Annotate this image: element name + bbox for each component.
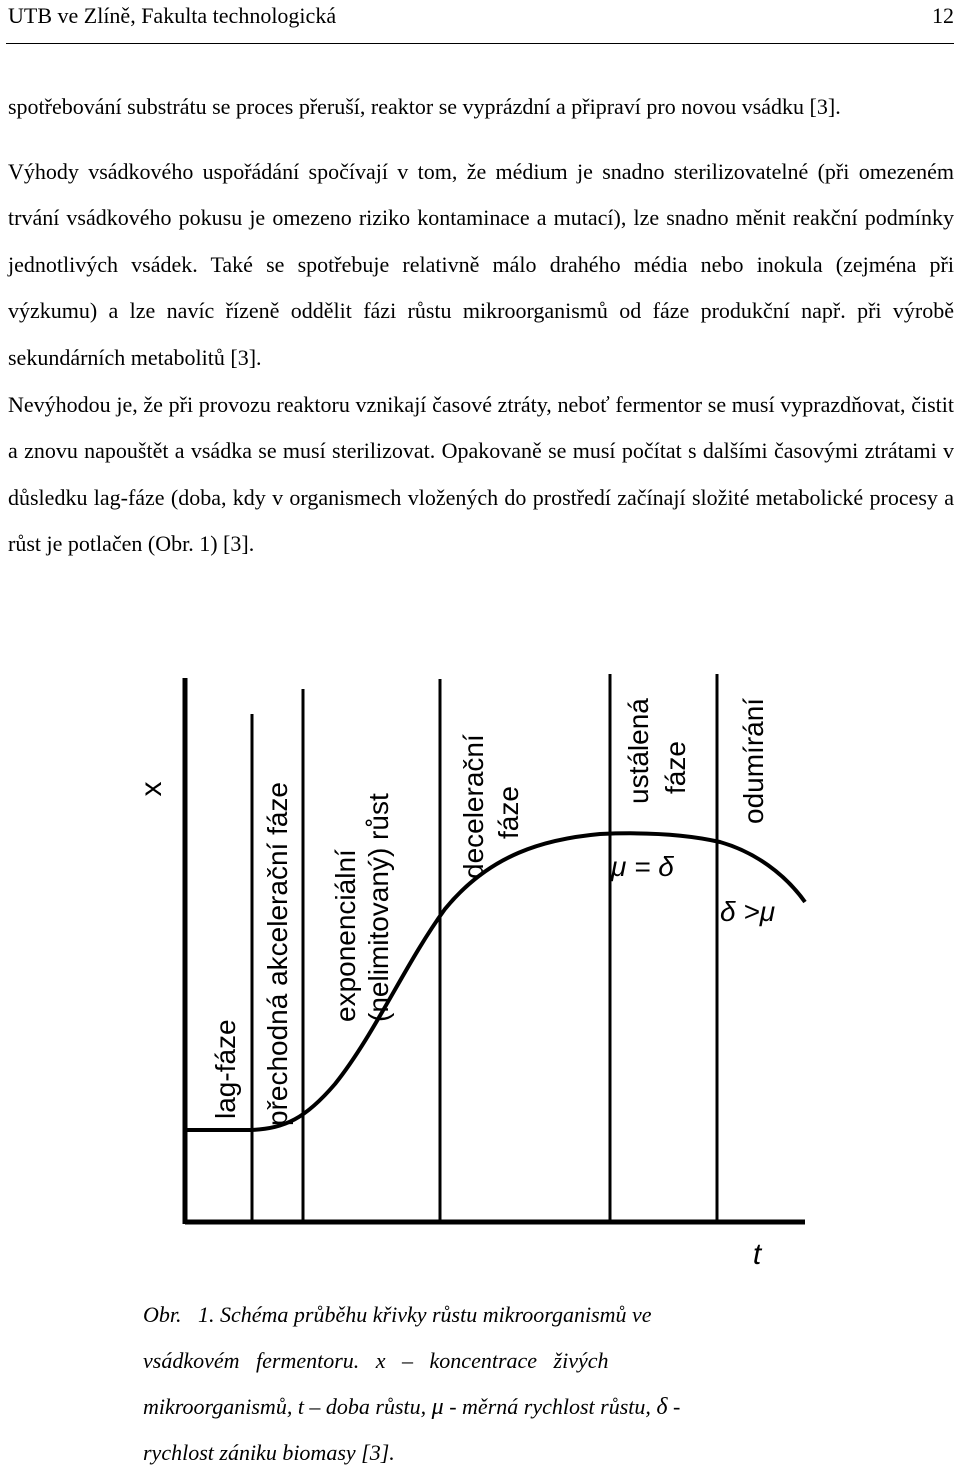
caption-line-4: rychlost zániku biomasy [3]. [143, 1440, 395, 1465]
growth-curve-figure [135, 664, 820, 1274]
x-axis-label: t [752, 1238, 762, 1271]
phase-label-death: odumírání [738, 697, 769, 824]
annotation-mu-equals-delta: μ = δ [611, 851, 674, 882]
phase-label-steady-2: fáze [660, 741, 691, 794]
paragraph-3: Nevýhodou je, že při provozu reaktoru vznikají časové ztráty, neboť fermentor se musí vyprazdňovat, čistit a znovu napouštět a vsádka se musí sterilizovat. Opakovaně se musí počítat s dalšími časovými ztrátami v důsledku lag-fáze (doba, kdy v organismech vložených do prostředí začínají složité metabolické procesy a růst je potlačen (Obr. 1) [3]. [8, 391, 954, 557]
phase-label-lag: lag-fáze [210, 1019, 241, 1119]
phase-label-exponential-1: exponenciální [330, 849, 361, 1022]
y-axis-label: x [135, 781, 168, 797]
caption-line-3-part-a: mikroorganismů, t – doba růstu, [143, 1394, 432, 1419]
phase-label-deceleration-1: decelerační [458, 734, 489, 879]
paragraph-1: spotřebování substrátu se proces přeruší, reaktor se vyprázdní a připraví pro novou vsádku [3]. [8, 94, 841, 119]
page-header [6, 0, 954, 44]
caption-symbol-mu: μ [431, 1394, 444, 1420]
header-title: UTB ve Zlíně, Fakulta technologická [8, 3, 337, 28]
body-text [8, 84, 954, 568]
phase-label-exponential-2: (nelimitovaný) růst [363, 793, 394, 1022]
header-rule [6, 43, 954, 44]
phase-label-steady-1: ustálená [623, 698, 654, 804]
growth-curve-diagram [135, 664, 820, 1274]
caption-line-3-part-b: - měrná rychlost růstu, [443, 1394, 657, 1419]
annotation-delta-greater-mu: δ >μ [720, 896, 776, 927]
caption-line-3 [143, 1384, 803, 1430]
caption-symbol-delta: δ [656, 1394, 668, 1420]
paragraph-2: Výhody vsádkového uspořádání spočívají v tom, že médium je snadno sterilizovatelné (při omezeném trvání vsádkového pokusu je omezeno riziko kontaminace a mutací), lze snadno měnit reakční podmínky jednotlivých vsádek. Také se spotřebuje relativně málo drahého média nebo inokula (zejména při výzkumu) a lze navíc řízeně oddělit fázi růstu mikroorganismů od fáze produkční např. při výrobě sekundárních metabolitů [3]. [8, 158, 954, 370]
caption-line-1: Obr. 1. Schéma průběhu křivky růstu mikroorganismů ve [143, 1302, 652, 1327]
caption-line-3-part-c: - [667, 1394, 681, 1419]
page-number: 12 [932, 3, 954, 28]
figure-caption [143, 1292, 803, 1476]
phase-label-acceleration: přechodná akcelerační fáze [262, 782, 293, 1126]
phase-label-deceleration-2: fáze [493, 786, 524, 839]
caption-line-2: vsádkovém fermentoru. x – koncentrace živých [143, 1348, 609, 1373]
